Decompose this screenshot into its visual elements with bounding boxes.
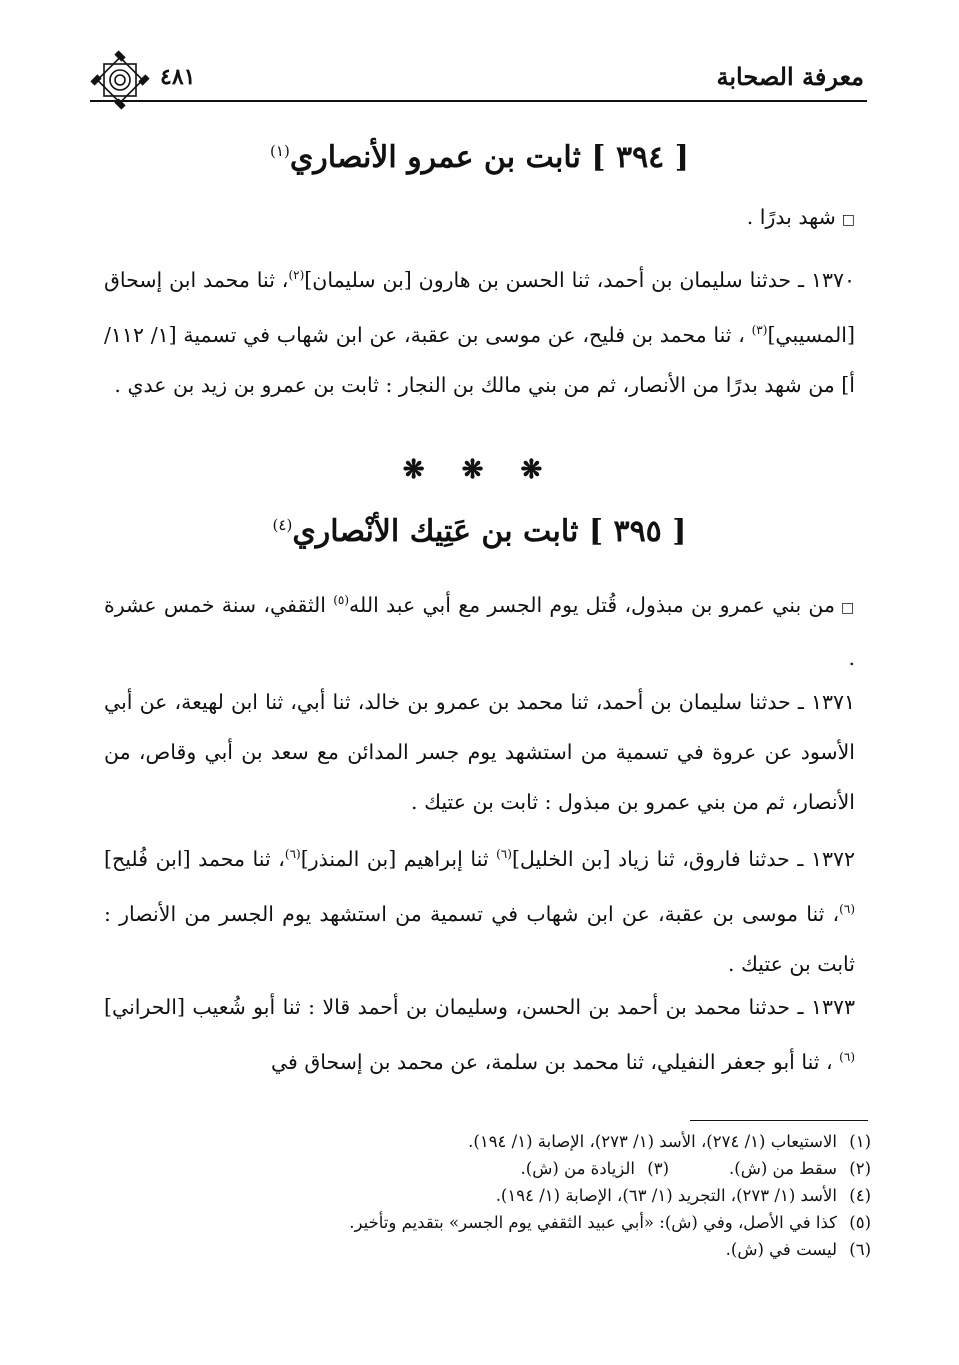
footnotes: [104, 1128, 871, 1263]
footnote-text: الأسد (١/ ٢٧٣)، التجريد (١/ ٦٣)، الإصابة (١/ ١٩٤).: [495, 1186, 837, 1205]
section-separator: ❋ ❋ ❋: [402, 455, 557, 485]
footnote-1: [104, 1128, 871, 1155]
page-number: ٤٨١: [160, 64, 196, 90]
footnote-number: (٢): [849, 1159, 871, 1178]
entry-number: [ ٣٩٥ ]: [588, 514, 687, 549]
footnote-2-3: [104, 1155, 871, 1182]
square-bullet-icon: □: [841, 599, 855, 616]
footnote-number: (٣): [647, 1159, 670, 1178]
footnote-ref: (٦): [839, 1050, 855, 1064]
entry-395-intro: [104, 575, 855, 683]
text: ١٣٧٢ ـ حدثنا فاروق، ثنا زياد [بن الخليل]: [511, 846, 856, 871]
entry-394-intro: [104, 192, 855, 245]
hadith-1371: [104, 677, 855, 827]
footnote-ref: (٦): [284, 847, 301, 861]
text: ، ثنا موسى بن عقبة، عن ابن شهاب في تسمية من استشهد يوم الجسر من الأنصار : ثابت بن عتيك .: [104, 901, 855, 976]
text: ١٣٧٠ ـ حدثنا سليمان بن أحمد، ثنا الحسن بن هارون [بن سليمان]: [304, 267, 855, 292]
footnote-text: الزيادة من (ش).: [520, 1159, 636, 1178]
footnote-4: [104, 1182, 871, 1209]
text: ، ثنا محمد [ابن فُليح]: [104, 846, 285, 871]
footnote-number: (٥): [849, 1213, 871, 1232]
entry-394-heading: [100, 140, 859, 175]
text: ، ثنا أبو جعفر النفيلي، ثنا محمد بن سلمة، عن محمد بن إسحاق في: [270, 1049, 840, 1074]
footnote-ref: (٦): [839, 901, 855, 916]
footnote-ref: (٣): [751, 322, 768, 337]
intro-text: شهد بدرًا .: [746, 205, 836, 229]
hadith-1372: [104, 829, 855, 989]
entry-395-heading: [100, 514, 859, 549]
footnote-text: الاستيعاب (١/ ٢٧٤)، الأسد (١/ ٢٧٣)، الإصابة (١/ ١٩٤).: [468, 1132, 837, 1151]
footnote-ref: (٤): [272, 516, 293, 534]
running-title: معرفة الصحابة: [716, 62, 864, 91]
footnote-ref: (٥): [333, 593, 350, 607]
footnote-text: ليست في (ش).: [725, 1240, 837, 1259]
entry-number: [ ٣٩٤ ]: [591, 140, 689, 175]
header-rule: [90, 100, 867, 102]
text: ، ثنا محمد بن فليح، عن موسى بن عقبة، عن ابن شهاب في تسمية [١/ ١١٢/ أ] من شهد بدرًا من الأنصار، ثم من بني مالك بن النجار : ثابت بن عمرو بن زيد بن عدي .: [104, 322, 855, 397]
text: ثنا إبراهيم [بن المنذر]: [300, 846, 497, 871]
footnote-6: [104, 1236, 871, 1263]
text: الثقفي، سنة خمس عشرة .: [104, 592, 855, 670]
footnote-5: [104, 1209, 871, 1236]
footnote-text: سقط من (ش).: [729, 1159, 837, 1178]
footnote-ref: (٦): [496, 847, 512, 861]
footnote-number: (٦): [849, 1240, 871, 1259]
footnote-number: (٤): [849, 1186, 871, 1205]
footnote-ref: (٢): [288, 268, 305, 282]
hadith-1370: [104, 250, 855, 410]
entry-name: ثابت بن عَتِيك الأنْصاري: [292, 514, 579, 549]
text: من بني عمرو بن مبذول، قُتل يوم الجسر مع أبي عبد الله: [349, 592, 836, 617]
entry-name: ثابت بن عمرو الأنصاري: [289, 140, 581, 175]
hadith-1373: [104, 982, 855, 1087]
text: ١٣٧١ ـ حدثنا سليمان بن أحمد، ثنا محمد بن عمرو بن خالد، ثنا أبي، ثنا ابن لهيعة، عن أبي الأسود عن عروة في تسمية من استشهد يوم جسر المدائن مع سعد بن أبي وقاص، من الأنصار، ثم من بني عمرو بن مبذول : ثابت بن عتيك .: [104, 690, 855, 814]
text: ١٣٧٣ ـ حدثنا محمد بن أحمد بن الحسن، وسليمان بن أحمد قالا : ثنا أبو شُعيب [الحراني]: [104, 995, 855, 1019]
footnote-text: كذا في الأصل، وفي (ش): «أبي عبيد الثقفي يوم الجسر» بتقديم وتأخير.: [349, 1213, 837, 1232]
page-header: [90, 60, 864, 100]
square-bullet-icon: □: [841, 212, 855, 228]
footnote-rule: [690, 1120, 868, 1121]
footnote-number: (١): [849, 1132, 871, 1151]
text: ، ثنا محمد ابن إسحاق [المسيبي]: [104, 267, 855, 347]
footnote-ref: (١): [270, 142, 290, 160]
